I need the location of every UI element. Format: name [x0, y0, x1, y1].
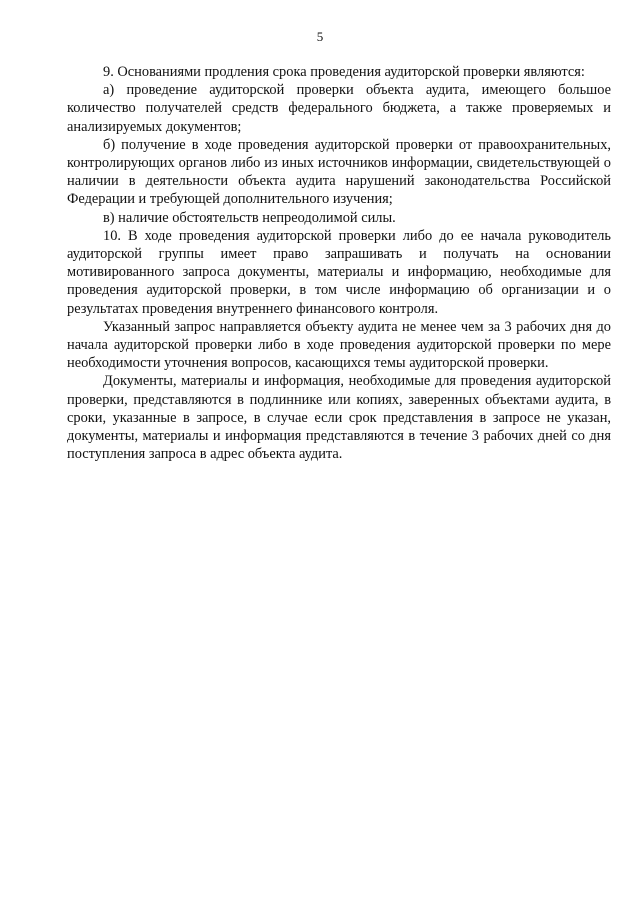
paragraph-9-heading: 9. Основаниями продления срока проведения аудиторской проверки являются:	[103, 64, 585, 80]
paragraph-9-item-v: в) наличие обстоятельств непреодолимой силы.	[103, 209, 396, 226]
paragraph-10: 10. В ходе проведения аудиторской проверки либо до ее начала руководитель аудиторской группы имеет право запрашивать и получать на основании мотивированного запроса документы, материалы и информацию, необходимые для проведения аудиторской проверки, в том числе информацию об организации и о результатах проведения внутреннего финансового контроля.	[67, 227, 611, 317]
paragraph-documents-provision: Документы, материалы и информация, необходимые для проведения аудиторской проверки, представляются в подлиннике или копиях, заверенных объектами аудита, в сроки, указанные в запросе, в случае если срок представления в запросе не указан, документы, материалы и информация представляются в течение 3 рабочих дней со дня поступления запроса в адрес объекта аудита.	[67, 373, 611, 463]
page-number: 5	[316, 29, 324, 44]
paragraph-9-item-a: а) проведение аудиторской проверки объекта аудита, имеющего большое количество получателей средств федерального бюджета, а также проверяемых и анализируемых документов;	[67, 82, 611, 135]
paragraph-9-item-b: б) получение в ходе проведения аудиторской проверки от правоохранительных, контролирующих органов либо из иных источников информации, свидетельствующей о наличии в деятельности объекта аудита нарушений законодательства Российской Федерации и требующей дополнительного изучения;	[67, 136, 611, 208]
document-body	[67, 63, 611, 463]
paragraph-request-timing: Указанный запрос направляется объекту аудита не менее чем за 3 рабочих дня до начала аудиторской проверки либо в ходе проведения аудиторской проверки по мере необходимости уточнения вопросов, касающихся темы аудиторской проверки.	[67, 318, 611, 372]
